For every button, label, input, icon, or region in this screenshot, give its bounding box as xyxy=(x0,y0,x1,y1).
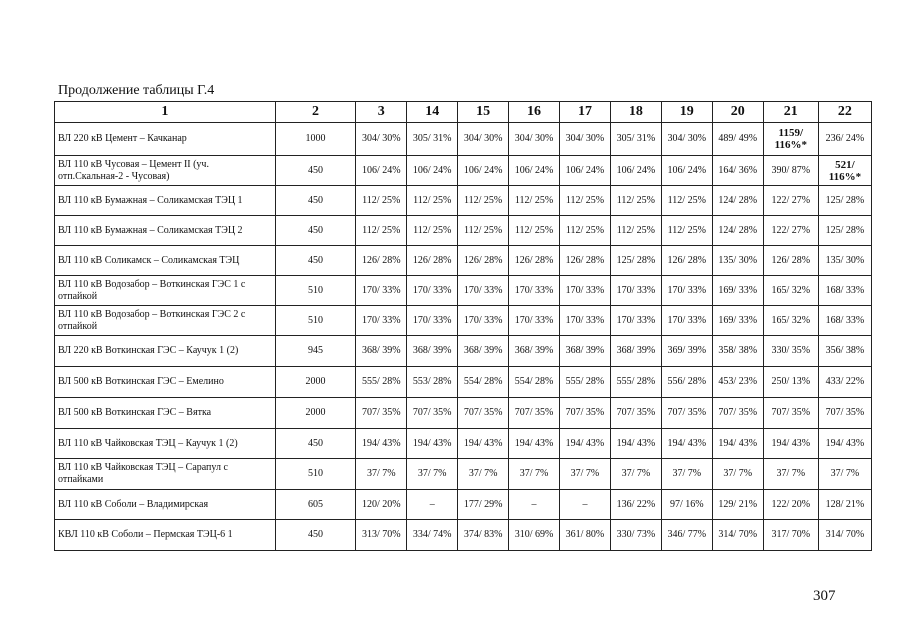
capacity-cell: 2000 xyxy=(275,398,356,429)
load-cell: 707/ 35% xyxy=(763,398,818,429)
load-cell: 368/ 39% xyxy=(407,336,458,367)
load-cell: 707/ 35% xyxy=(610,398,661,429)
table-row xyxy=(55,367,872,398)
load-cell: 170/ 33% xyxy=(610,276,661,306)
line-name-cell: ВЛ 110 кВ Бумажная – Соликамская ТЭЦ 2 xyxy=(55,216,276,246)
load-cell: 136/ 22% xyxy=(610,490,661,520)
capacity-cell: 510 xyxy=(275,459,356,490)
table-row xyxy=(55,246,872,276)
load-cell: 170/ 33% xyxy=(661,306,712,336)
load-cell: 707/ 35% xyxy=(560,398,611,429)
load-cell: 126/ 28% xyxy=(356,246,407,276)
capacity-cell: 450 xyxy=(275,520,356,551)
load-cell: 433/ 22% xyxy=(818,367,871,398)
column-header: 15 xyxy=(458,102,509,123)
load-cell: 126/ 28% xyxy=(763,246,818,276)
load-cell: 97/ 16% xyxy=(661,490,712,520)
load-cell: 314/ 70% xyxy=(818,520,871,551)
load-cell: 126/ 28% xyxy=(509,246,560,276)
table-row xyxy=(55,276,872,306)
load-cell: 112/ 25% xyxy=(458,216,509,246)
load-cell: 170/ 33% xyxy=(356,306,407,336)
load-cell: 368/ 39% xyxy=(458,336,509,367)
load-cell: – xyxy=(509,490,560,520)
load-cell: 169/ 33% xyxy=(712,276,763,306)
load-cell: 555/ 28% xyxy=(356,367,407,398)
load-cell: 112/ 25% xyxy=(509,216,560,246)
load-cell: 521/ 116%* xyxy=(818,156,871,186)
load-cell: 112/ 25% xyxy=(509,186,560,216)
load-cell: 106/ 24% xyxy=(610,156,661,186)
column-header: 22 xyxy=(818,102,871,123)
load-cell: 164/ 36% xyxy=(712,156,763,186)
capacity-cell: 450 xyxy=(275,246,356,276)
load-cell: 168/ 33% xyxy=(818,306,871,336)
load-cell: 194/ 43% xyxy=(712,429,763,459)
load-cell: 122/ 20% xyxy=(763,490,818,520)
load-cell: 126/ 28% xyxy=(407,246,458,276)
load-cell: 124/ 28% xyxy=(712,186,763,216)
load-cell: 112/ 25% xyxy=(560,216,611,246)
load-cell: 236/ 24% xyxy=(818,123,871,156)
column-header: 17 xyxy=(560,102,611,123)
column-header: 14 xyxy=(407,102,458,123)
load-cell: 330/ 73% xyxy=(610,520,661,551)
load-cell: 106/ 24% xyxy=(458,156,509,186)
load-cell: 194/ 43% xyxy=(763,429,818,459)
load-cell: 553/ 28% xyxy=(407,367,458,398)
page-number: 307 xyxy=(813,588,836,604)
load-cell: 194/ 43% xyxy=(661,429,712,459)
load-cell: 112/ 25% xyxy=(610,216,661,246)
load-cell: 707/ 35% xyxy=(356,398,407,429)
table-row xyxy=(55,520,872,551)
line-name-cell: ВЛ 110 кВ Бумажная – Соликамская ТЭЦ 1 xyxy=(55,186,276,216)
load-cell: 170/ 33% xyxy=(509,276,560,306)
load-cell: 304/ 30% xyxy=(661,123,712,156)
load-cell: 170/ 33% xyxy=(356,276,407,306)
capacity-cell: 450 xyxy=(275,216,356,246)
line-name-cell: ВЛ 110 кВ Чусовая – Цемент II (уч. отп.Скальная-2 - Чусовая) xyxy=(55,156,276,186)
load-cell: 112/ 25% xyxy=(458,186,509,216)
load-cell: 304/ 30% xyxy=(509,123,560,156)
line-name-cell: ВЛ 220 кВ Цемент – Качканар xyxy=(55,123,276,156)
load-cell: 112/ 25% xyxy=(356,216,407,246)
column-header: 16 xyxy=(509,102,560,123)
load-cell: 112/ 25% xyxy=(356,186,407,216)
load-cell: 330/ 35% xyxy=(763,336,818,367)
load-cell: 368/ 39% xyxy=(509,336,560,367)
capacity-cell: 945 xyxy=(275,336,356,367)
load-cell: 112/ 25% xyxy=(610,186,661,216)
load-cell: 170/ 33% xyxy=(509,306,560,336)
table-row xyxy=(55,306,872,336)
load-cell: 37/ 7% xyxy=(712,459,763,490)
load-cell: 170/ 33% xyxy=(458,276,509,306)
load-cell: – xyxy=(560,490,611,520)
load-cell: 194/ 43% xyxy=(509,429,560,459)
column-header: 19 xyxy=(661,102,712,123)
load-cell: 37/ 7% xyxy=(763,459,818,490)
load-cell: 707/ 35% xyxy=(509,398,560,429)
load-cell: 37/ 7% xyxy=(458,459,509,490)
load-cell: 314/ 70% xyxy=(712,520,763,551)
load-cell: 194/ 43% xyxy=(560,429,611,459)
load-cell: 177/ 29% xyxy=(458,490,509,520)
load-cell: 368/ 39% xyxy=(610,336,661,367)
line-name-cell: ВЛ 220 кВ Воткинская ГЭС – Каучук 1 (2) xyxy=(55,336,276,367)
line-name-cell: ВЛ 110 кВ Водозабор – Воткинская ГЭС 1 с отпайкой xyxy=(55,276,276,306)
load-cell: 556/ 28% xyxy=(661,367,712,398)
load-cell: 250/ 13% xyxy=(763,367,818,398)
load-cell: 129/ 21% xyxy=(712,490,763,520)
data-table xyxy=(54,101,872,551)
load-cell: 707/ 35% xyxy=(712,398,763,429)
load-cell: 169/ 33% xyxy=(712,306,763,336)
load-cell: 106/ 24% xyxy=(356,156,407,186)
load-cell: 37/ 7% xyxy=(661,459,712,490)
load-cell: 122/ 27% xyxy=(763,186,818,216)
load-cell: 170/ 33% xyxy=(407,276,458,306)
load-cell: 707/ 35% xyxy=(407,398,458,429)
load-cell: 125/ 28% xyxy=(818,186,871,216)
load-cell: 369/ 39% xyxy=(661,336,712,367)
capacity-cell: 1000 xyxy=(275,123,356,156)
load-cell: 194/ 43% xyxy=(610,429,661,459)
load-cell: 165/ 32% xyxy=(763,276,818,306)
load-cell: 126/ 28% xyxy=(661,246,712,276)
line-name-cell: ВЛ 110 кВ Соболи – Владимирская xyxy=(55,490,276,520)
table-caption: Продолжение таблицы Г.4 xyxy=(58,83,215,98)
line-name-cell: ВЛ 110 кВ Чайковская ТЭЦ – Сарапул с отпайками xyxy=(55,459,276,490)
load-cell: 304/ 30% xyxy=(560,123,611,156)
load-cell: 707/ 35% xyxy=(661,398,712,429)
table-row xyxy=(55,398,872,429)
table-row xyxy=(55,156,872,186)
load-cell: 305/ 31% xyxy=(407,123,458,156)
capacity-cell: 450 xyxy=(275,156,356,186)
load-cell: 165/ 32% xyxy=(763,306,818,336)
line-name-cell: ВЛ 500 кВ Воткинская ГЭС – Емелино xyxy=(55,367,276,398)
load-cell: 106/ 24% xyxy=(407,156,458,186)
load-cell: 170/ 33% xyxy=(560,306,611,336)
load-cell: 305/ 31% xyxy=(610,123,661,156)
table-row xyxy=(55,429,872,459)
table-row xyxy=(55,336,872,367)
load-cell: 170/ 33% xyxy=(407,306,458,336)
table-row xyxy=(55,216,872,246)
load-cell: 346/ 77% xyxy=(661,520,712,551)
load-cell: 361/ 80% xyxy=(560,520,611,551)
load-cell: 125/ 28% xyxy=(610,246,661,276)
load-cell: 310/ 69% xyxy=(509,520,560,551)
load-cell: 313/ 70% xyxy=(356,520,407,551)
table-header-row xyxy=(55,102,872,123)
load-cell: 112/ 25% xyxy=(407,216,458,246)
load-cell: 37/ 7% xyxy=(818,459,871,490)
column-header: 21 xyxy=(763,102,818,123)
load-cell: 1159/ 116%* xyxy=(763,123,818,156)
load-cell: 555/ 28% xyxy=(610,367,661,398)
capacity-cell: 510 xyxy=(275,276,356,306)
load-cell: 374/ 83% xyxy=(458,520,509,551)
load-cell: 135/ 30% xyxy=(818,246,871,276)
load-cell: 168/ 33% xyxy=(818,276,871,306)
load-cell: 304/ 30% xyxy=(356,123,407,156)
load-cell: 125/ 28% xyxy=(818,216,871,246)
table-row xyxy=(55,186,872,216)
load-cell: 106/ 24% xyxy=(509,156,560,186)
load-cell: 194/ 43% xyxy=(356,429,407,459)
load-cell: 368/ 39% xyxy=(356,336,407,367)
load-cell: 112/ 25% xyxy=(661,216,712,246)
capacity-cell: 2000 xyxy=(275,367,356,398)
load-cell: 334/ 74% xyxy=(407,520,458,551)
load-cell: 37/ 7% xyxy=(407,459,458,490)
load-cell: 554/ 28% xyxy=(458,367,509,398)
line-name-cell: ВЛ 110 кВ Водозабор – Воткинская ГЭС 2 с отпайкой xyxy=(55,306,276,336)
load-cell: 37/ 7% xyxy=(610,459,661,490)
load-cell: 128/ 21% xyxy=(818,490,871,520)
table-row xyxy=(55,123,872,156)
capacity-cell: 510 xyxy=(275,306,356,336)
load-cell: 317/ 70% xyxy=(763,520,818,551)
capacity-cell: 605 xyxy=(275,490,356,520)
load-cell: 126/ 28% xyxy=(560,246,611,276)
load-cell: 122/ 27% xyxy=(763,216,818,246)
load-cell: 37/ 7% xyxy=(560,459,611,490)
column-header: 3 xyxy=(356,102,407,123)
load-cell: 368/ 39% xyxy=(560,336,611,367)
column-header: 20 xyxy=(712,102,763,123)
load-cell: 170/ 33% xyxy=(458,306,509,336)
load-cell: – xyxy=(407,490,458,520)
load-cell: 126/ 28% xyxy=(458,246,509,276)
load-cell: 112/ 25% xyxy=(407,186,458,216)
load-cell: 453/ 23% xyxy=(712,367,763,398)
load-cell: 707/ 35% xyxy=(818,398,871,429)
line-name-cell: ВЛ 110 кВ Соликамск – Соликамская ТЭЦ xyxy=(55,246,276,276)
load-cell: 170/ 33% xyxy=(610,306,661,336)
line-name-cell: ВЛ 110 кВ Чайковская ТЭЦ – Каучук 1 (2) xyxy=(55,429,276,459)
load-cell: 390/ 87% xyxy=(763,156,818,186)
table-row xyxy=(55,459,872,490)
column-header: 1 xyxy=(55,102,276,123)
load-cell: 555/ 28% xyxy=(560,367,611,398)
load-cell: 112/ 25% xyxy=(560,186,611,216)
load-cell: 37/ 7% xyxy=(509,459,560,490)
load-cell: 358/ 38% xyxy=(712,336,763,367)
load-cell: 707/ 35% xyxy=(458,398,509,429)
load-cell: 112/ 25% xyxy=(661,186,712,216)
load-cell: 37/ 7% xyxy=(356,459,407,490)
load-cell: 135/ 30% xyxy=(712,246,763,276)
table-body xyxy=(55,123,872,551)
load-cell: 106/ 24% xyxy=(661,156,712,186)
load-cell: 194/ 43% xyxy=(458,429,509,459)
load-cell: 356/ 38% xyxy=(818,336,871,367)
load-cell: 194/ 43% xyxy=(818,429,871,459)
column-header: 18 xyxy=(610,102,661,123)
load-cell: 106/ 24% xyxy=(560,156,611,186)
capacity-cell: 450 xyxy=(275,429,356,459)
load-cell: 170/ 33% xyxy=(661,276,712,306)
line-name-cell: ВЛ 500 кВ Воткинская ГЭС – Вятка xyxy=(55,398,276,429)
load-cell: 489/ 49% xyxy=(712,123,763,156)
line-name-cell: КВЛ 110 кВ Соболи – Пермская ТЭЦ-6 1 xyxy=(55,520,276,551)
load-cell: 554/ 28% xyxy=(509,367,560,398)
load-cell: 194/ 43% xyxy=(407,429,458,459)
load-cell: 120/ 20% xyxy=(356,490,407,520)
load-cell: 170/ 33% xyxy=(560,276,611,306)
column-header: 2 xyxy=(275,102,356,123)
table-row xyxy=(55,490,872,520)
capacity-cell: 450 xyxy=(275,186,356,216)
load-cell: 304/ 30% xyxy=(458,123,509,156)
load-cell: 124/ 28% xyxy=(712,216,763,246)
